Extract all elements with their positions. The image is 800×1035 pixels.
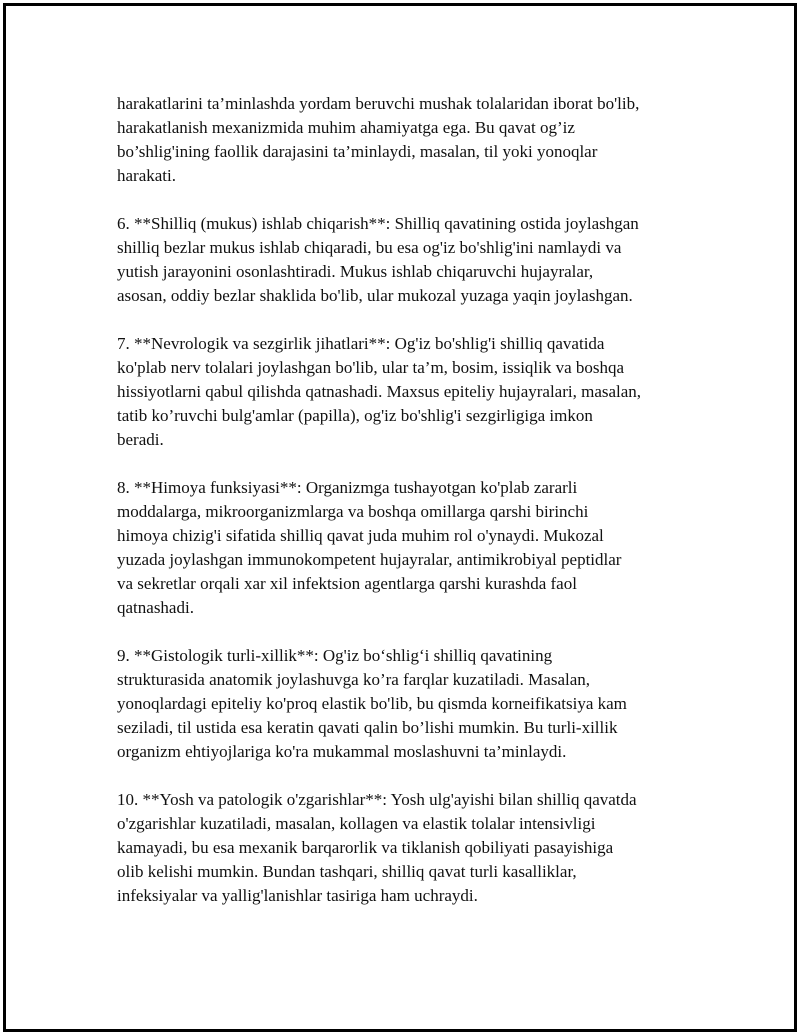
- paragraph-mucus-production: 6. **Shilliq (mukus) ishlab chiqarish**: Shilliq qavatining ostida joylashgan shilliq bezlar mukus ishlab chiqaradi, bu esa og'iz bo'shlig'ini namlaydi va yutish jarayonini osonlashtiradi. Mukus ishlab chiqaruvchi hujayralar, asosan, oddiy bezlar shaklida bo'lib, ular mukozal yuzaga yaqin joylashgan.: [117, 214, 639, 305]
- paragraph-neurological-aspects: 7. **Nevrologik va sezgirlik jihatlari**: Og'iz bo'shlig'i shilliq qavatida ko'plab nerv tolalari joylashgan bo'lib, ular ta’m, bosim, issiqlik va boshqa hissiyotlarni qabul qilishda qatnashadi. Maxsus epiteliy hujayralari, masalan, tatib ko’ruvchi bulg'amlar (papilla), og'iz bo'shlig'i sezgirligiga imkon beradi.: [117, 334, 642, 449]
- paragraph-histological-diversity: 9. **Gistologik turli-xillik**: Og'iz bo‘shlig‘i shilliq qavatining strukturasida anatomik joylashuvga ko’ra farqlar kuzatiladi. Masalan, yonoqlardagi epiteliy ko'proq elastik bo'lib, bu qismda korneifikatsiya kam seziladi, til ustida esa keratin qavati qalin bo’lishi mumkin. Bu turli-xillik organizm ehtiyojlariga ko'ra mukammal moslashuvni ta’minlaydi.: [117, 646, 627, 761]
- paragraph-protective-function: 8. **Himoya funksiyasi**: Organizmga tushayotgan ko'plab zararli moddalarga, mikroorganizmlarga va boshqa omillarga qarshi birinchi himoya chizig'i sifatida shilliq qavat juda muhim rol o'ynaydi. Mukozal yuzada joylashgan immunokompetent hujayralar, antimikrobiyal peptidlar va sekretlar orqali xar xil infektsion agentlarga qarshi kurashda faol qatnashadi.: [117, 478, 622, 617]
- document-body: [117, 92, 697, 932]
- paragraph-age-pathological-changes: 10. **Yosh va patologik o'zgarishlar**: Yosh ulg'ayishi bilan shilliq qavatda o'zgarishlar kuzatiladi, masalan, kollagen va elastik tolalar intensivligi kamayadi, bu esa mexanik barqarorlik va tiklanish qobiliyati pasayishiga olib kelishi mumkin. Bundan tashqari, shilliq qavat turli kasalliklar, infeksiyalar va yallig'lanishlar tasiriga ham uchraydi.: [117, 790, 637, 905]
- paragraph-intro-continuation: harakatlarini ta’minlashda yordam beruvchi mushak tolalaridan iborat bo'lib, harakatlanish mexanizmida muhim ahamiyatga ega. Bu qavat og’iz bo’shlig'ining faollik darajasini ta’minlaydi, masalan, til yoki yonoqlar harakati.: [117, 94, 640, 185]
